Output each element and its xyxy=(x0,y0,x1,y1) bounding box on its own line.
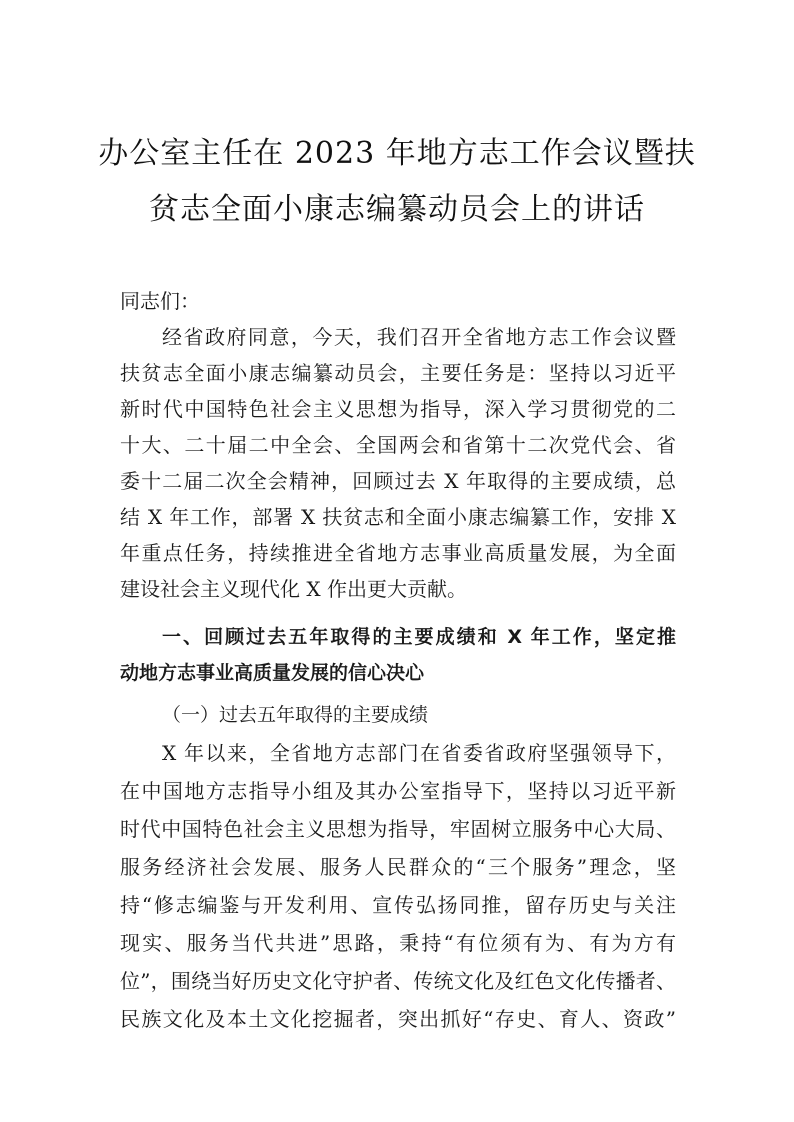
paragraph-1-line-7: 年重点任务，持续推进全省地方志事业高质量发展，为全面 xyxy=(120,541,676,565)
paragraph-1-line-4: 十大、二十届二中全会、全国两会和省第十二次党代会、省 xyxy=(120,433,676,457)
paragraph-1-line-1: 经省政府同意，今天，我们召开全省地方志工作会议暨 xyxy=(162,325,676,349)
paragraph-2-line-8: 民族文化及本土文化挖掘者，突出抓好“存史、育人、资政” xyxy=(120,1007,676,1031)
paragraph-2-line-7: 位”，围绕当好历史文化守护者、传统文化及红色文化传播者、 xyxy=(120,969,676,993)
document-title-line-1: 办公室主任在 2023 年地方志工作会议暨扶 xyxy=(98,136,696,171)
paragraph-2-line-6: 现实、服务当代共进”思路，秉持“有位须有为、有为方有 xyxy=(120,931,676,955)
paragraph-1-line-5: 委十二届二次全会精神，回顾过去 X 年取得的主要成绩，总 xyxy=(120,469,676,493)
paragraph-1-line-6: 结 X 年工作，部署 X 扶贫志和全面小康志编纂工作，安排 X xyxy=(120,505,676,529)
document-title-line-2: 贫志全面小康志编纂动员会上的讲话 xyxy=(149,192,645,227)
section-heading-1-line-1: 一、回顾过去五年取得的主要成绩和 X 年工作，坚定推 xyxy=(162,626,676,648)
paragraph-2-line-1: X 年以来，全省地方志部门在省委省政府坚强领导下， xyxy=(162,741,676,765)
paragraph-1-line-8: 建设社会主义现代化 X 作出更大贡献。 xyxy=(120,577,467,601)
salutation: 同志们： xyxy=(120,289,200,313)
paragraph-2-line-3: 时代中国特色社会主义思想为指导，牢固树立服务中心大局、 xyxy=(120,817,676,841)
section-heading-1-line-2: 动地方志事业高质量发展的信心决心 xyxy=(120,662,425,684)
paragraph-2-line-2: 在中国地方志指导小组及其办公室指导下，坚持以习近平新 xyxy=(120,779,676,803)
paragraph-1-line-3: 新时代中国特色社会主义思想为指导，深入学习贯彻党的二 xyxy=(120,397,676,421)
subheading-1: （一）过去五年取得的主要成绩 xyxy=(162,704,429,726)
paragraph-1-line-2: 扶贫志全面小康志编纂动员会，主要任务是：坚持以习近平 xyxy=(120,361,676,385)
paragraph-2-line-5: 持“修志编鉴与开发利用、宣传弘扬同推，留存历史与关注 xyxy=(120,893,676,917)
paragraph-2-line-4: 服务经济社会发展、服务人民群众的“三个服务”理念，坚 xyxy=(120,855,676,879)
